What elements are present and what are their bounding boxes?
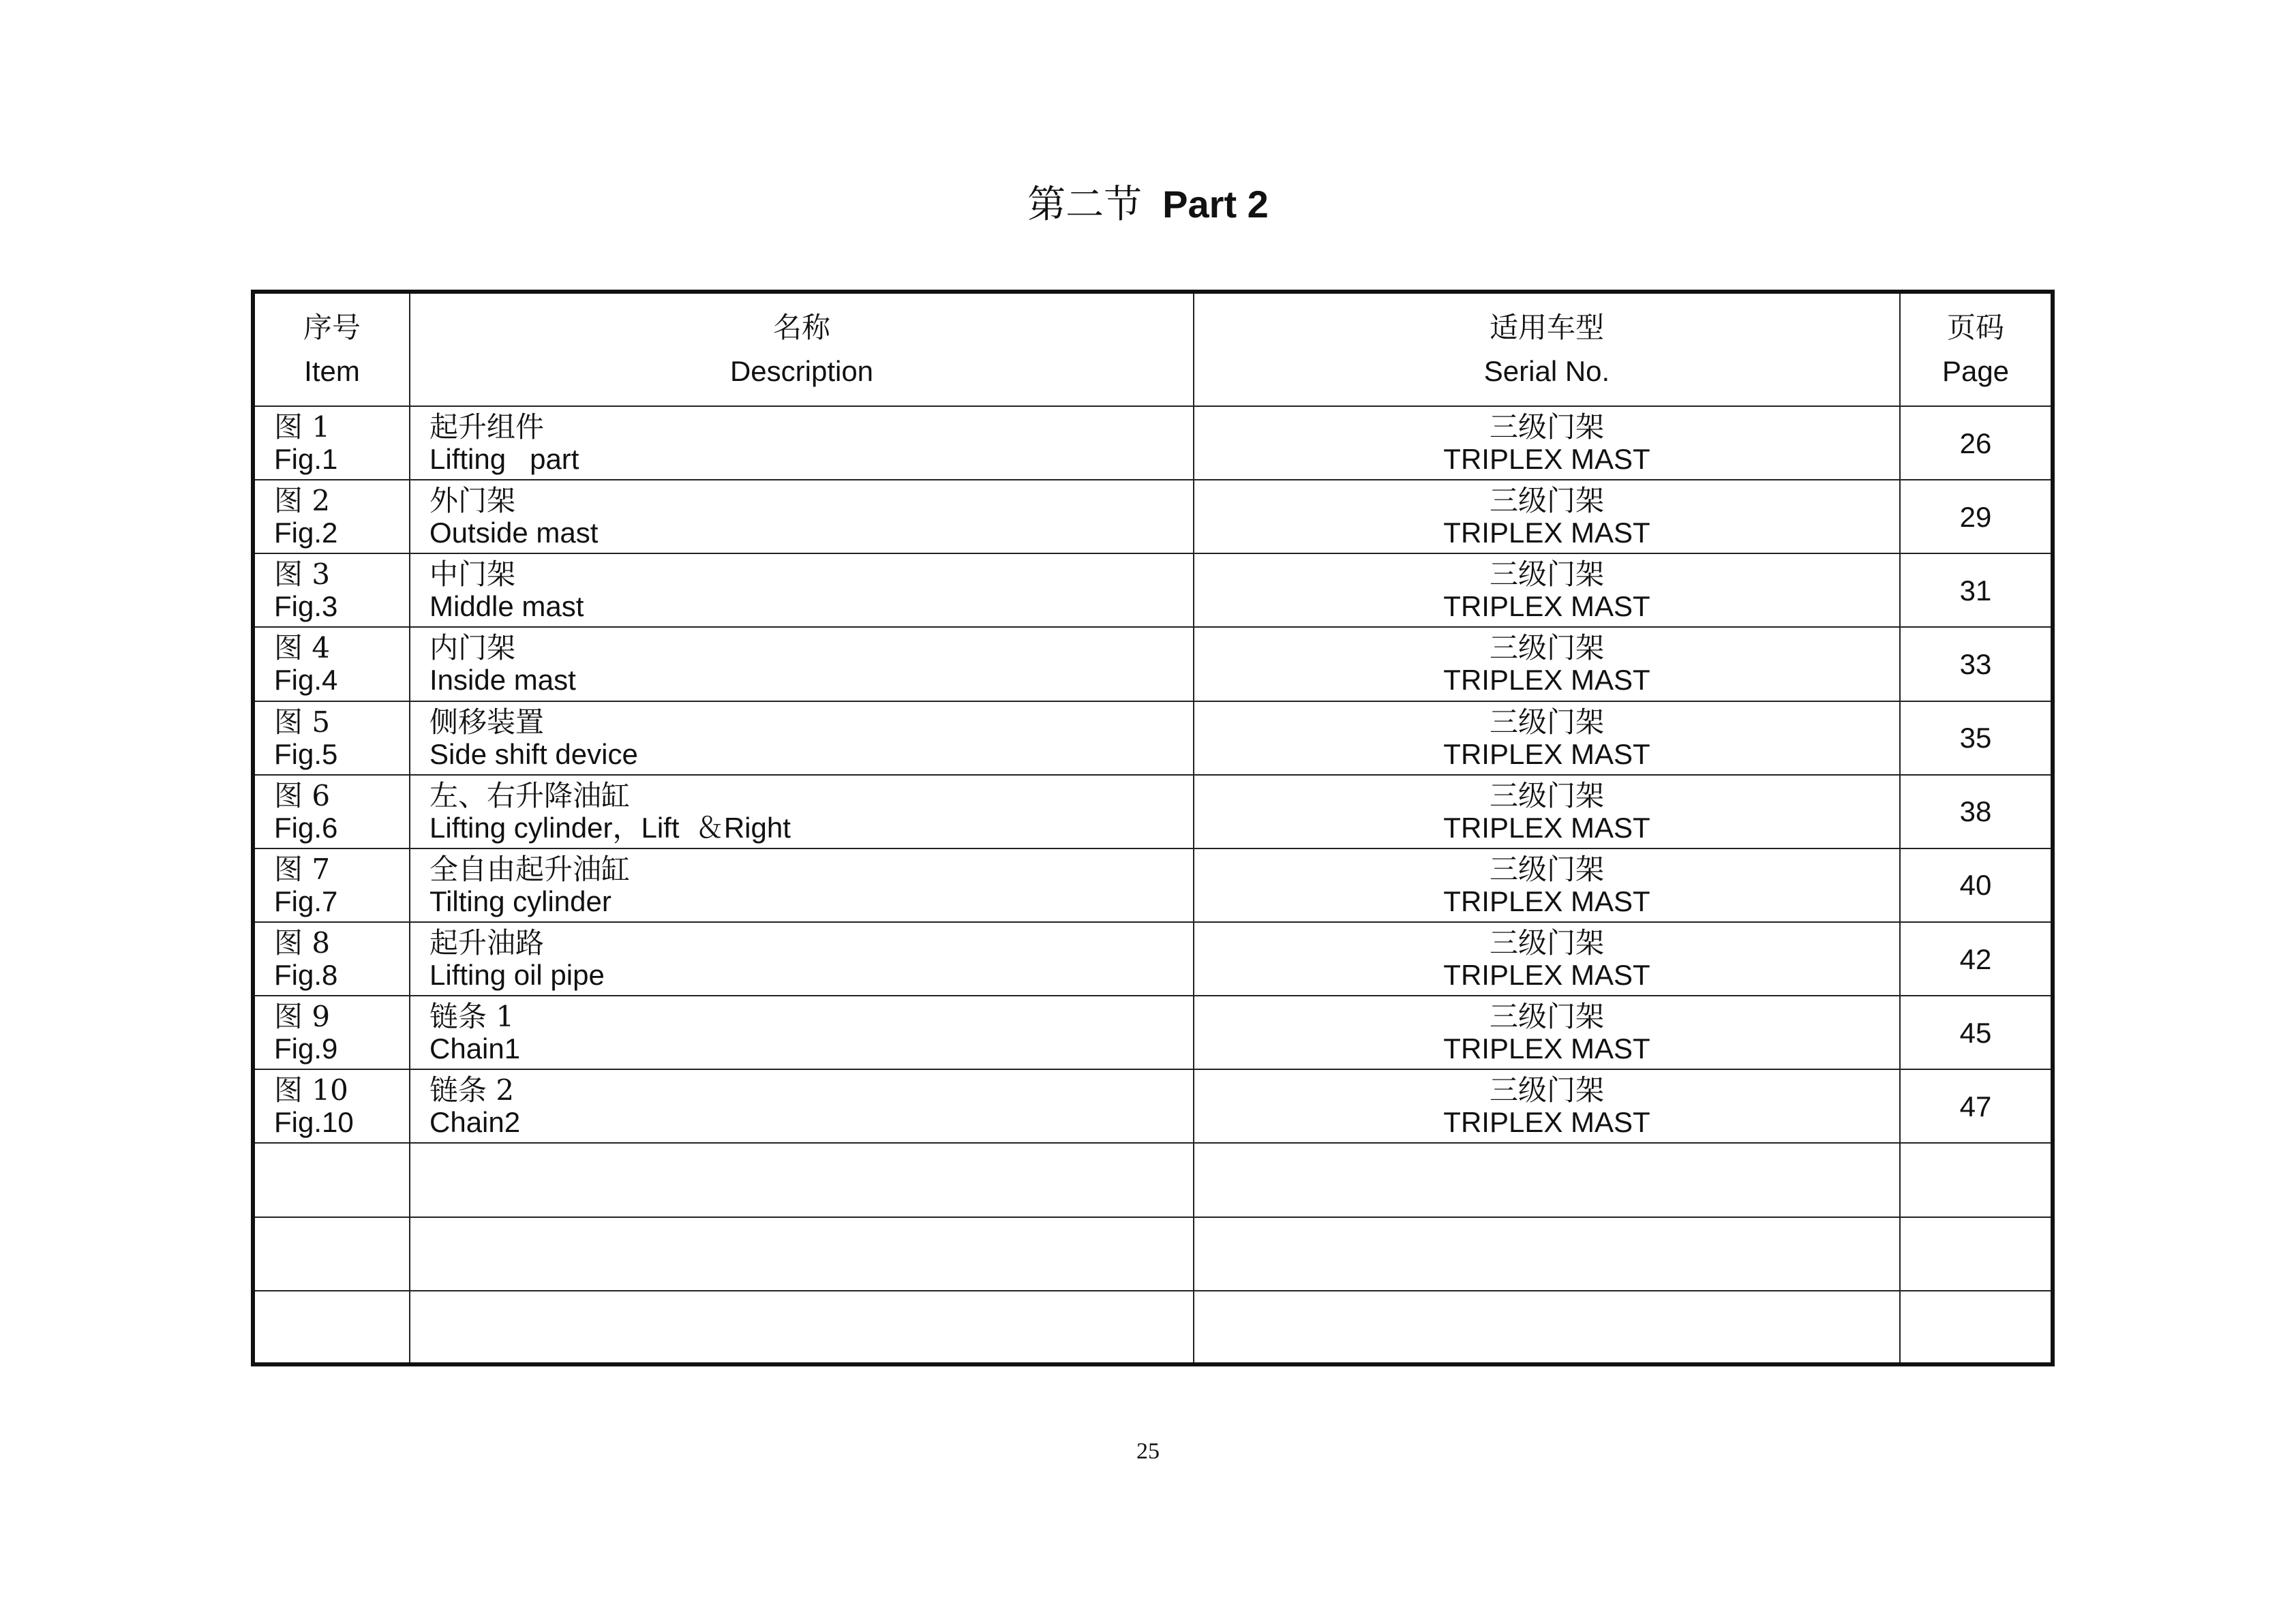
description-cell	[410, 480, 1194, 553]
serial-zh: 三级门架	[1489, 1073, 1604, 1107]
serial-cell	[1194, 775, 1900, 848]
description-cell	[410, 848, 1194, 922]
description-en: Lifting cylinder，Lift ＆Right	[429, 811, 791, 844]
serial-zh: 三级门架	[1489, 631, 1604, 665]
page-cell	[1900, 406, 2053, 480]
serial-zh: 三级门架	[1489, 410, 1604, 444]
page-cell	[1900, 996, 2053, 1069]
serial-en: TRIPLEX MAST	[1443, 664, 1650, 697]
description-en: Inside mast	[429, 664, 576, 697]
item-en: Fig.1	[274, 443, 338, 476]
empty-cell	[1900, 1291, 2053, 1364]
page-number: 29	[1959, 500, 1992, 533]
item-zh: 图 10	[274, 1073, 348, 1107]
empty-cell	[253, 1143, 410, 1216]
header-item-en: Item	[304, 355, 360, 387]
item-zh: 图 8	[274, 926, 331, 960]
item-cell	[253, 922, 410, 996]
table-row	[253, 627, 2053, 701]
table-row	[253, 701, 2053, 775]
item-en: Fig.9	[274, 1032, 338, 1065]
empty-cell	[253, 1217, 410, 1291]
item-zh: 图 2	[274, 484, 331, 518]
empty-cell	[1194, 1291, 1900, 1364]
page-title-zh: 第二节	[1027, 183, 1143, 227]
serial-cell	[1194, 848, 1900, 922]
page-title-en: Part 2	[1162, 183, 1269, 226]
item-cell	[253, 701, 410, 775]
description-cell	[410, 701, 1194, 775]
item-cell	[253, 848, 410, 922]
table-row	[253, 996, 2053, 1069]
page-title	[0, 174, 2296, 236]
empty-cell	[1900, 1143, 2053, 1216]
description-zh: 起升组件	[429, 410, 545, 444]
header-description-zh: 名称	[772, 311, 830, 344]
header-description-en: Description	[729, 355, 874, 387]
description-cell	[410, 922, 1194, 996]
description-zh: 外门架	[429, 484, 516, 518]
description-zh: 起升油路	[429, 926, 545, 960]
serial-en: TRIPLEX MAST	[1443, 959, 1650, 992]
description-en: Lifting part	[429, 443, 579, 476]
item-zh: 图 1	[274, 410, 331, 444]
header-item	[253, 292, 410, 406]
item-cell	[253, 996, 410, 1069]
empty-cell	[1194, 1143, 1900, 1216]
header-page	[1900, 292, 2053, 406]
serial-cell	[1194, 1069, 1900, 1143]
description-en: Chain1	[429, 1032, 521, 1065]
item-cell	[253, 627, 410, 701]
description-zh: 中门架	[429, 557, 516, 592]
footer-page-number: 25	[1136, 1439, 1160, 1464]
serial-zh: 三级门架	[1489, 1000, 1604, 1034]
header-serial-en: Serial No.	[1483, 355, 1610, 387]
serial-cell	[1194, 922, 1900, 996]
page-number: 40	[1959, 869, 1992, 902]
description-zh: 左、右升降油缸	[429, 778, 631, 812]
empty-table-row	[253, 1291, 2053, 1364]
item-zh: 图 5	[274, 705, 331, 739]
item-en: Fig.7	[274, 885, 338, 917]
page-cell	[1900, 627, 2053, 701]
table-row	[253, 480, 2053, 553]
empty-cell	[410, 1291, 1194, 1364]
serial-zh: 三级门架	[1489, 557, 1604, 592]
empty-table-row	[253, 1217, 2053, 1291]
description-en: Tilting cylinder	[429, 885, 611, 917]
item-en: Fig.10	[274, 1106, 354, 1139]
item-en: Fig.4	[274, 664, 338, 697]
description-zh: 全自由起升油缸	[429, 852, 631, 886]
item-en: Fig.5	[274, 737, 338, 770]
empty-table-row	[253, 1143, 2053, 1216]
page-number: 38	[1959, 795, 1992, 828]
description-zh: 链条 1	[429, 1000, 515, 1034]
serial-cell	[1194, 627, 1900, 701]
serial-cell	[1194, 701, 1900, 775]
serial-cell	[1194, 406, 1900, 480]
page-number: 47	[1959, 1090, 1992, 1122]
serial-cell	[1194, 553, 1900, 627]
serial-en: TRIPLEX MAST	[1443, 1106, 1650, 1139]
description-cell	[410, 996, 1194, 1069]
serial-en: TRIPLEX MAST	[1443, 811, 1650, 844]
table-row	[253, 406, 2053, 480]
page-cell	[1900, 922, 2053, 996]
item-cell	[253, 480, 410, 553]
page-cell	[1900, 480, 2053, 553]
page-number: 35	[1959, 722, 1992, 754]
page-cell	[1900, 848, 2053, 922]
item-zh: 图 6	[274, 778, 331, 812]
item-cell	[253, 775, 410, 848]
header-page-zh: 页码	[1946, 311, 2004, 344]
description-cell	[410, 627, 1194, 701]
serial-en: TRIPLEX MAST	[1443, 590, 1650, 623]
description-cell	[410, 775, 1194, 848]
serial-zh: 三级门架	[1489, 778, 1604, 812]
item-en: Fig.6	[274, 811, 338, 844]
item-zh: 图 9	[274, 1000, 331, 1034]
page-cell	[1900, 1069, 2053, 1143]
serial-en: TRIPLEX MAST	[1443, 443, 1650, 476]
page-cell	[1900, 775, 2053, 848]
page-number: 26	[1959, 427, 1992, 459]
page-number: 33	[1959, 647, 1992, 680]
description-en: Middle mast	[429, 590, 584, 623]
empty-cell	[1900, 1217, 2053, 1291]
serial-zh: 三级门架	[1489, 705, 1604, 739]
description-zh: 侧移装置	[429, 705, 545, 739]
description-zh: 内门架	[429, 631, 516, 665]
table-header-row	[253, 292, 2053, 406]
table-row	[253, 848, 2053, 922]
table-row	[253, 775, 2053, 848]
empty-cell	[410, 1143, 1194, 1216]
serial-en: TRIPLEX MAST	[1443, 1032, 1650, 1065]
empty-cell	[1194, 1217, 1900, 1291]
serial-zh: 三级门架	[1489, 926, 1604, 960]
serial-cell	[1194, 996, 1900, 1069]
item-en: Fig.2	[274, 517, 338, 549]
header-description	[410, 292, 1194, 406]
item-cell	[253, 406, 410, 480]
description-cell	[410, 1069, 1194, 1143]
header-serial	[1194, 292, 1900, 406]
page-cell	[1900, 553, 2053, 627]
header-serial-zh: 适用车型	[1489, 311, 1604, 344]
contents-table	[251, 290, 2055, 1366]
item-zh: 图 3	[274, 557, 331, 592]
description-en: Outside mast	[429, 517, 599, 549]
item-cell	[253, 553, 410, 627]
item-zh: 图 7	[274, 852, 331, 886]
serial-en: TRIPLEX MAST	[1443, 517, 1650, 549]
description-en: Lifting oil pipe	[429, 959, 605, 992]
item-en: Fig.8	[274, 959, 338, 992]
table-row	[253, 922, 2053, 996]
header-item-zh: 序号	[303, 311, 361, 344]
description-cell	[410, 406, 1194, 480]
serial-cell	[1194, 480, 1900, 553]
serial-zh: 三级门架	[1489, 484, 1604, 518]
empty-cell	[253, 1291, 410, 1364]
page-number: 42	[1959, 943, 1992, 975]
page-cell	[1900, 701, 2053, 775]
description-cell	[410, 553, 1194, 627]
serial-en: TRIPLEX MAST	[1443, 885, 1650, 917]
serial-en: TRIPLEX MAST	[1443, 737, 1650, 770]
item-en: Fig.3	[274, 590, 338, 623]
page-number: 45	[1959, 1016, 1992, 1049]
header-page-en: Page	[1942, 355, 2010, 387]
description-en: Side shift device	[429, 737, 638, 770]
description-en: Chain2	[429, 1106, 521, 1139]
page-number: 31	[1959, 574, 1992, 607]
empty-cell	[410, 1217, 1194, 1291]
item-zh: 图 4	[274, 631, 331, 665]
description-zh: 链条 2	[429, 1073, 515, 1107]
item-cell	[253, 1069, 410, 1143]
serial-zh: 三级门架	[1489, 852, 1604, 886]
table-row	[253, 1069, 2053, 1143]
table-row	[253, 553, 2053, 627]
